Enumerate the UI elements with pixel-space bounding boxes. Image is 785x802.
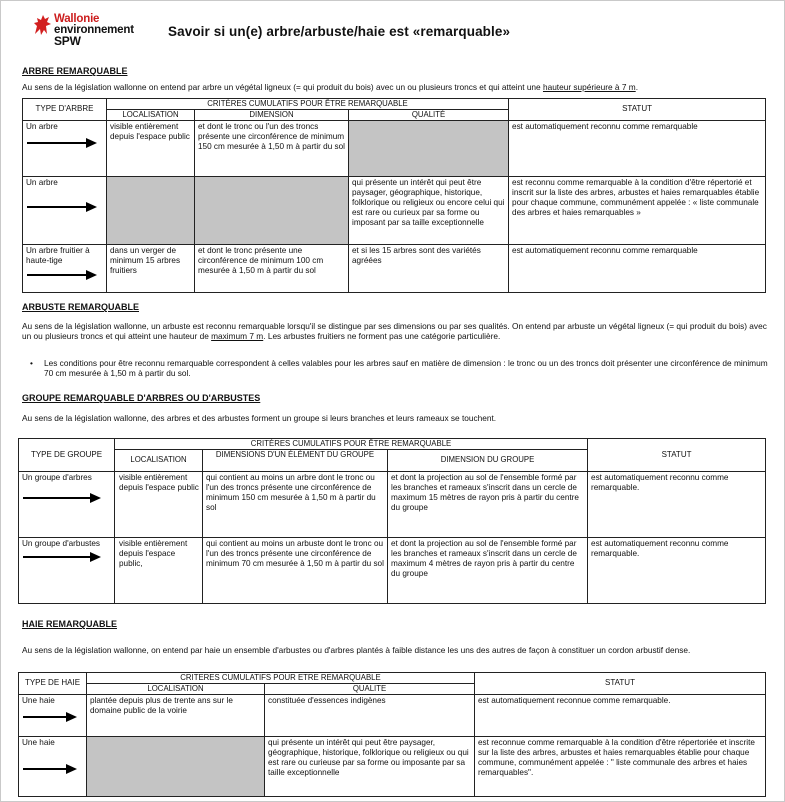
col-type: TYPE DE GROUPE xyxy=(19,439,115,472)
col-criteria: CRITERES CUMULATIFS POUR ETRE REMARQUABLE xyxy=(87,673,475,684)
arrow-right-icon xyxy=(22,764,78,774)
dim-cell: et dont le tronc présente une circonférence de minimum 100 cm mesurée à 1,50 m à partir du sol xyxy=(195,244,349,292)
type-cell: Un groupe d'arbres xyxy=(19,471,115,537)
arbuste-bullet: • Les conditions pour être reconnu remarquable correspondent à celles valables pour les arbres sauf en matière de dimension : le tronc ou un des troncs doit présenter une circonférence de minimum 70 cm mesurée à 1,50 m à partir du sol. xyxy=(30,358,768,379)
loc-cell: visible entièrement depuis l'espace public, xyxy=(115,537,203,603)
type-cell: Une haie xyxy=(19,736,87,796)
loc-cell: visible entièrement depuis l'espace public xyxy=(115,471,203,537)
type-cell: Un arbre xyxy=(23,176,107,244)
loc-cell xyxy=(107,176,195,244)
statut-cell: est automatiquement reconnue comme remarquable. xyxy=(475,694,766,736)
col-dim-groupe: DIMENSION DU GROUPE xyxy=(388,449,588,471)
col-loc: LOCALISATION xyxy=(115,449,203,471)
qual-cell: et si les 15 arbres sont des variétés agréées xyxy=(349,244,509,292)
col-loc: LOCALISATION xyxy=(107,110,195,121)
dim-cell xyxy=(195,176,349,244)
col-type: TYPE DE HAIE xyxy=(19,673,87,695)
arbre-table xyxy=(22,98,766,293)
groupe-table xyxy=(18,438,766,604)
dim-cell: et dont le tronc ou l'un des troncs présente une circonférence de minimum 150 cm mesurée à 1,50 m à partir du sol xyxy=(195,120,349,176)
haie-heading: HAIE REMARQUABLE xyxy=(22,619,118,629)
spw-logo xyxy=(32,14,152,54)
dim-groupe-cell: et dont la projection au sol de l'ensemble formé par les branches et rameaux s'inscrit dans un cercle de maximum 4 mètres de rayon pris à partir du centre du groupe xyxy=(388,537,588,603)
arbre-heading: ARBRE REMARQUABLE xyxy=(22,66,128,76)
haie-intro: Au sens de la législation wallonne, on entend par haie un ensemble d'arbustes ou d'arbres plantés à faible distance les uns des autres de façon à constituer un cordon arbustif dense. xyxy=(22,645,691,655)
loc-cell xyxy=(87,736,265,796)
statut-cell: est automatiquement reconnu comme remarquable xyxy=(509,120,766,176)
table-row xyxy=(23,120,766,176)
type-cell: Une haie xyxy=(19,694,87,736)
col-criteria: CRITÈRES CUMULATIFS POUR ÊTRE REMARQUABLE xyxy=(107,99,509,110)
col-loc: LOCALISATION xyxy=(87,684,265,695)
loc-cell: plantée depuis plus de trente ans sur le domaine public de la voirie xyxy=(87,694,265,736)
dim-groupe-cell: et dont la projection au sol de l'ensemble formé par les branches et rameaux s'inscrit dans un cercle de maximum 15 mètres de rayon pris à partir du centre du groupe xyxy=(388,471,588,537)
arrow-right-icon xyxy=(22,552,102,562)
statut-cell: est reconnu comme remarquable à la condition d'être répertorié et inscrit sur la liste des arbres, arbustes et haies remarquables établie pour chaque commune, communément appelée : « liste communale des arbres et haies remarquables » xyxy=(509,176,766,244)
col-statut: STATUT xyxy=(475,673,766,695)
arrow-right-icon xyxy=(26,270,98,280)
logo-line-wallonie: Wallonie xyxy=(54,13,100,25)
statut-cell: est automatiquement reconnu comme remarquable xyxy=(509,244,766,292)
table-row xyxy=(19,471,766,537)
table-row xyxy=(23,176,766,244)
dim-element-cell: qui contient au moins un arbuste dont le tronc ou l'un des troncs présente une circonférence de minimum 70 cm mesurée à 1,50 m à partir du sol xyxy=(203,537,388,603)
col-criteria: CRITÈRES CUMULATIFS POUR ÊTRE REMARQUABLE xyxy=(115,439,588,450)
col-type: TYPE D'ARBRE xyxy=(23,99,107,121)
col-statut: STATUT xyxy=(509,99,766,121)
statut-cell: est automatiquement reconnu comme remarquable. xyxy=(588,471,766,537)
col-dim-element: DIMENSIONS D'UN ÉLÉMENT DU GROUPE xyxy=(203,449,388,471)
logo-line-environnement: environnement xyxy=(54,24,134,36)
type-cell: Un arbre xyxy=(23,120,107,176)
arrow-right-icon xyxy=(22,493,102,503)
arbuste-heading: ARBUSTE REMARQUABLE xyxy=(22,302,139,312)
qual-cell: qui présente un intérêt qui peut être paysager, géographique, historique, folklorique ou religieux ou qui est rare ou curieuse par sa forme ou imposante par sa taille exceptionnelle xyxy=(265,736,475,796)
col-qual: QUALITE xyxy=(265,684,475,695)
dim-element-cell: qui contient au moins un arbre dont le tronc ou l'un des troncs présente une circonférence de minimum 150 cm mesurée à 1,50 m à partir du sol xyxy=(203,471,388,537)
arbre-intro: Au sens de la législation wallonne on entend par arbre un végétal ligneux (= qui produit du bois) avec un ou plusieurs troncs et qui atteint une hauteur supérieure à 7 m. xyxy=(22,82,638,92)
type-cell: Un groupe d'arbustes xyxy=(19,537,115,603)
qual-cell: constituée d'essences indigènes xyxy=(265,694,475,736)
col-dim: DIMENSION xyxy=(195,110,349,121)
col-qual: QUALITÉ xyxy=(349,110,509,121)
qual-cell xyxy=(349,120,509,176)
loc-cell: visible entièrement depuis l'espace public xyxy=(107,120,195,176)
arrow-right-icon xyxy=(26,202,98,212)
groupe-heading: GROUPE REMARQUABLE D'ARBRES OU D'ARBUSTES xyxy=(22,393,261,403)
statut-cell: est automatiquement reconnu comme remarquable. xyxy=(588,537,766,603)
groupe-intro: Au sens de la législation wallonne, des arbres et des arbustes forment un groupe si leurs branches et leurs rameaux se touchent. xyxy=(22,413,497,423)
logo-line-spw: SPW xyxy=(54,34,81,48)
statut-cell: est reconnue comme remarquable à la condition d'être répertoriée et inscrite sur la liste des arbres, arbustes et haies remarquables établie pour chaque commune, communément appelée : " liste communale des arbres et haies remarquables". xyxy=(475,736,766,796)
rooster-logo-icon xyxy=(32,14,52,36)
loc-cell: dans un verger de minimum 15 arbres fruitiers xyxy=(107,244,195,292)
col-statut: STATUT xyxy=(588,439,766,472)
arrow-right-icon xyxy=(22,712,78,722)
table-row xyxy=(19,537,766,603)
table-row xyxy=(19,694,766,736)
qual-cell: qui présente un intérêt qui peut être paysager, géographique, historique, folklorique ou religieux ou encore celui qui est rare ou curieux par sa forme ou imposant par sa taille exceptionnelle xyxy=(349,176,509,244)
arrow-right-icon xyxy=(26,138,98,148)
haie-table xyxy=(18,672,766,797)
table-row xyxy=(19,736,766,796)
document-title: Savoir si un(e) arbre/arbuste/haie est «remarquable» xyxy=(168,24,511,39)
arbuste-intro: Au sens de la législation wallonne, un arbuste est reconnu remarquable lorsqu'il se distingue par ses dimensions ou par ses qualités. On entend par arbuste un végétal ligneux (= qui produit du bois) avec un ou plusieurs troncs et qui atteint une hauteur de maximum 7 m. Les arbustes fruitiers ne forment pas une catégorie particulière. xyxy=(22,321,767,342)
table-row xyxy=(23,244,766,292)
type-cell: Un arbre fruitier à haute-tige xyxy=(23,244,107,292)
